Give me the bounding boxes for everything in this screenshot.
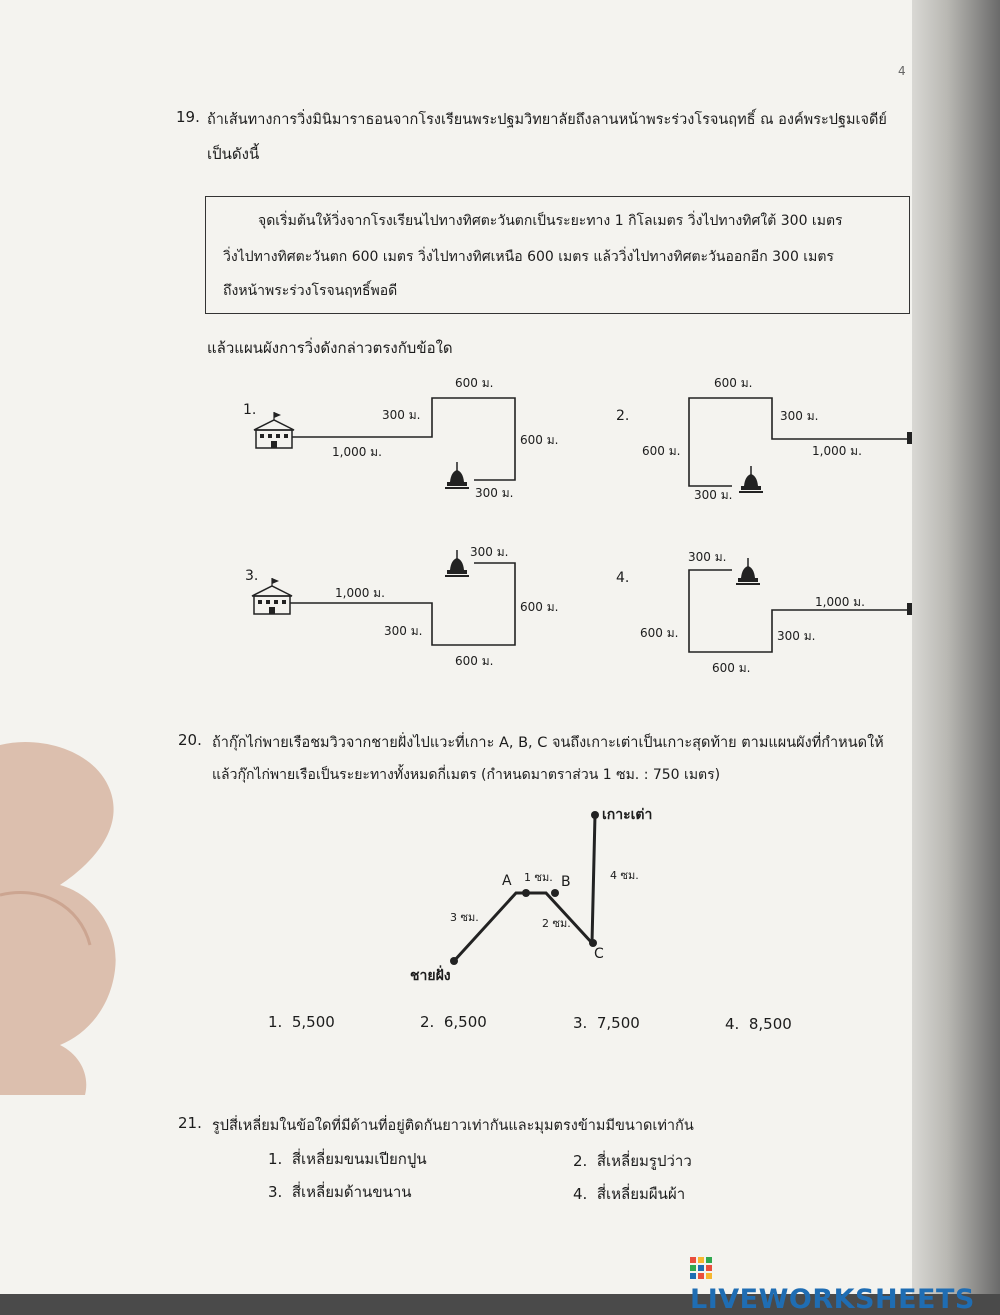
q20-choice-1[interactable] — [268, 1013, 335, 1031]
q20-choice-3-value: 7,500 — [596, 1014, 640, 1032]
q21-choice-3-value: สี่เหลี่ยมด้านขนาน — [291, 1183, 412, 1201]
q21-choice-4-label: 4. — [573, 1185, 588, 1203]
option-3-dist-1000: 1,000 ม. — [335, 586, 385, 600]
label-island-c: C — [594, 946, 604, 962]
option-1-dist-600-top: 600 ม. — [455, 376, 494, 390]
segment-3-length: 2 ซม. — [542, 917, 571, 930]
stupa-icon — [736, 558, 760, 585]
q21-choice-1-label: 1. — [268, 1150, 283, 1168]
option-3-label: 3. — [245, 568, 259, 584]
liveworksheets-logo[interactable] — [690, 1253, 1000, 1315]
q19-box-line2: วิ่งไปทางทิศตะวันตก 600 เมตร วิ่งไปทางทิศเหนือ 600 เมตร แล้ววิ่งไปทางทิศตะวันออกอีก 300 เมตร — [223, 249, 834, 265]
finger-photo-artifact — [0, 735, 130, 1095]
q20-choice-3[interactable] — [573, 1014, 640, 1032]
option-2-dist-600-top: 600 ม. — [714, 376, 753, 390]
option-3-dist-300-south: 300 ม. — [384, 624, 423, 638]
q19-box-line3: ถึงหน้าพระร่วงโรจนฤทธิ์พอดี — [223, 283, 398, 299]
q20-choice-1-label: 1. — [268, 1013, 283, 1031]
liveworksheets-wordmark: LIVEWORKSHEETS — [690, 1284, 975, 1315]
q21-choice-3[interactable] — [268, 1180, 412, 1204]
segment-4-length: 4 ซม. — [610, 869, 639, 882]
q19-route-diagrams — [0, 0, 912, 700]
q20-boat-route-diagram — [380, 795, 680, 995]
segment-1-length: 3 ซม. — [450, 911, 479, 924]
option-4-dist-300-top: 300 ม. — [688, 550, 727, 564]
q19-text-line1: ถ้าเส้นทางการวิ่งมินิมาราธอนจากโรงเรียนพระปฐมวิทยาลัยถึงลานหน้าพระร่วงโรจนฤทธิ์ ณ องค์พระปฐมเจดีย์ — [207, 112, 887, 128]
q20-text-line1: ถ้ากุ๊กไก่พายเรือชมวิวจากชายฝั่งไปแวะที่เกาะ A, B, C จนถึงเกาะเต่าเป็นเกาะสุดท้าย ตามแผนผังที่กำหนดให้ — [212, 735, 884, 751]
q21-choice-4[interactable] — [573, 1182, 685, 1206]
label-shore: ชายฝั่ง — [410, 968, 451, 984]
q20-choice-4-value: 8,500 — [748, 1015, 792, 1033]
option-4-dist-1000: 1,000 ม. — [815, 595, 865, 609]
q19-box-line1: จุดเริ่มต้นให้วิ่งจากโรงเรียนไปทางทิศตะวันตกเป็นระยะทาง 1 กิโลเมตร วิ่งไปทางทิศใต้ 300 เมตร — [258, 213, 843, 229]
q19-question: แล้วแผนผังการวิ่งดังกล่าวตรงกับข้อใด — [207, 339, 453, 357]
q20-number: 20. — [178, 731, 202, 749]
background-edge — [912, 0, 1000, 1294]
option-1-dist-1000: 1,000 ม. — [332, 445, 382, 459]
option-2-dist-300-bottom: 300 ม. — [694, 488, 733, 502]
segment-2-length: 1 ซม. — [524, 871, 553, 884]
q21-choice-4-value: สี่เหลี่ยมผืนผ้า — [596, 1185, 686, 1203]
q20-choice-2[interactable] — [420, 1013, 487, 1031]
option-4-dist-600-bottom: 600 ม. — [712, 661, 751, 675]
q21-choice-1-value: สี่เหลี่ยมขนมเปียกปูน — [291, 1150, 427, 1168]
option-3-dist-300-top: 300 ม. — [470, 545, 509, 559]
q20-choice-1-value: 5,500 — [291, 1013, 335, 1031]
q21-choice-1[interactable] — [268, 1147, 427, 1171]
q21-number: 21. — [178, 1114, 202, 1132]
option-1-dist-300-bottom: 300 ม. — [475, 486, 514, 500]
page-number: 4 — [898, 64, 906, 78]
option-3-dist-600-side: 600 ม. — [520, 600, 559, 614]
option-2-dist-1000: 1,000 ม. — [812, 444, 862, 458]
route-option-2 — [616, 376, 912, 502]
option-1-dist-300-south: 300 ม. — [382, 408, 421, 422]
q19-number: 19. — [176, 108, 200, 126]
option-2-dist-600-side: 600 ม. — [642, 444, 681, 458]
option-1-label: 1. — [243, 402, 257, 418]
label-turtle-island: เกาะเต่า — [602, 807, 653, 823]
q20-text-line2: แล้วกุ๊กไก่พายเรือเป็นระยะทางทั้งหมดกี่เมตร (กำหนดมาตราส่วน 1 ซม. : 750 เมตร) — [212, 767, 721, 783]
q20-choice-2-label: 2. — [420, 1013, 435, 1031]
label-island-b: B — [561, 874, 571, 890]
label-island-a: A — [502, 873, 512, 889]
q21-choice-3-label: 3. — [268, 1183, 283, 1201]
stupa-icon — [445, 550, 469, 577]
q20-choice-3-label: 3. — [573, 1014, 588, 1032]
route-option-4 — [616, 550, 912, 675]
school-icon — [254, 412, 294, 448]
option-4-dist-300-south: 300 ม. — [777, 629, 816, 643]
option-4-dist-600-side: 600 ม. — [640, 626, 679, 640]
option-2-label: 2. — [616, 408, 630, 424]
q20-choice-2-value: 6,500 — [443, 1013, 487, 1031]
route-option-3 — [245, 545, 558, 668]
option-4-label: 4. — [616, 570, 630, 586]
q20-choice-4[interactable] — [725, 1015, 792, 1033]
q20-choice-4-label: 4. — [725, 1015, 740, 1033]
option-3-dist-600-bottom: 600 ม. — [455, 654, 494, 668]
stupa-icon — [445, 462, 469, 489]
liveworksheets-grid-icon — [690, 1257, 712, 1279]
q21-choice-2-label: 2. — [573, 1152, 588, 1170]
option-1-dist-600-side: 600 ม. — [520, 433, 559, 447]
option-2-dist-300-south: 300 ม. — [780, 409, 819, 423]
q19-text-line2: เป็นดังนี้ — [207, 145, 260, 163]
stupa-icon — [739, 466, 763, 493]
route-option-1 — [243, 376, 558, 500]
q21-text: รูปสี่เหลี่ยมในข้อใดที่มีด้านที่อยู่ติดกันยาวเท่ากันและมุมตรงข้ามมีขนาดเท่ากัน — [212, 1118, 694, 1134]
q21-choice-2[interactable] — [573, 1149, 692, 1173]
q21-choice-2-value: สี่เหลี่ยมรูปว่าว — [596, 1152, 692, 1170]
